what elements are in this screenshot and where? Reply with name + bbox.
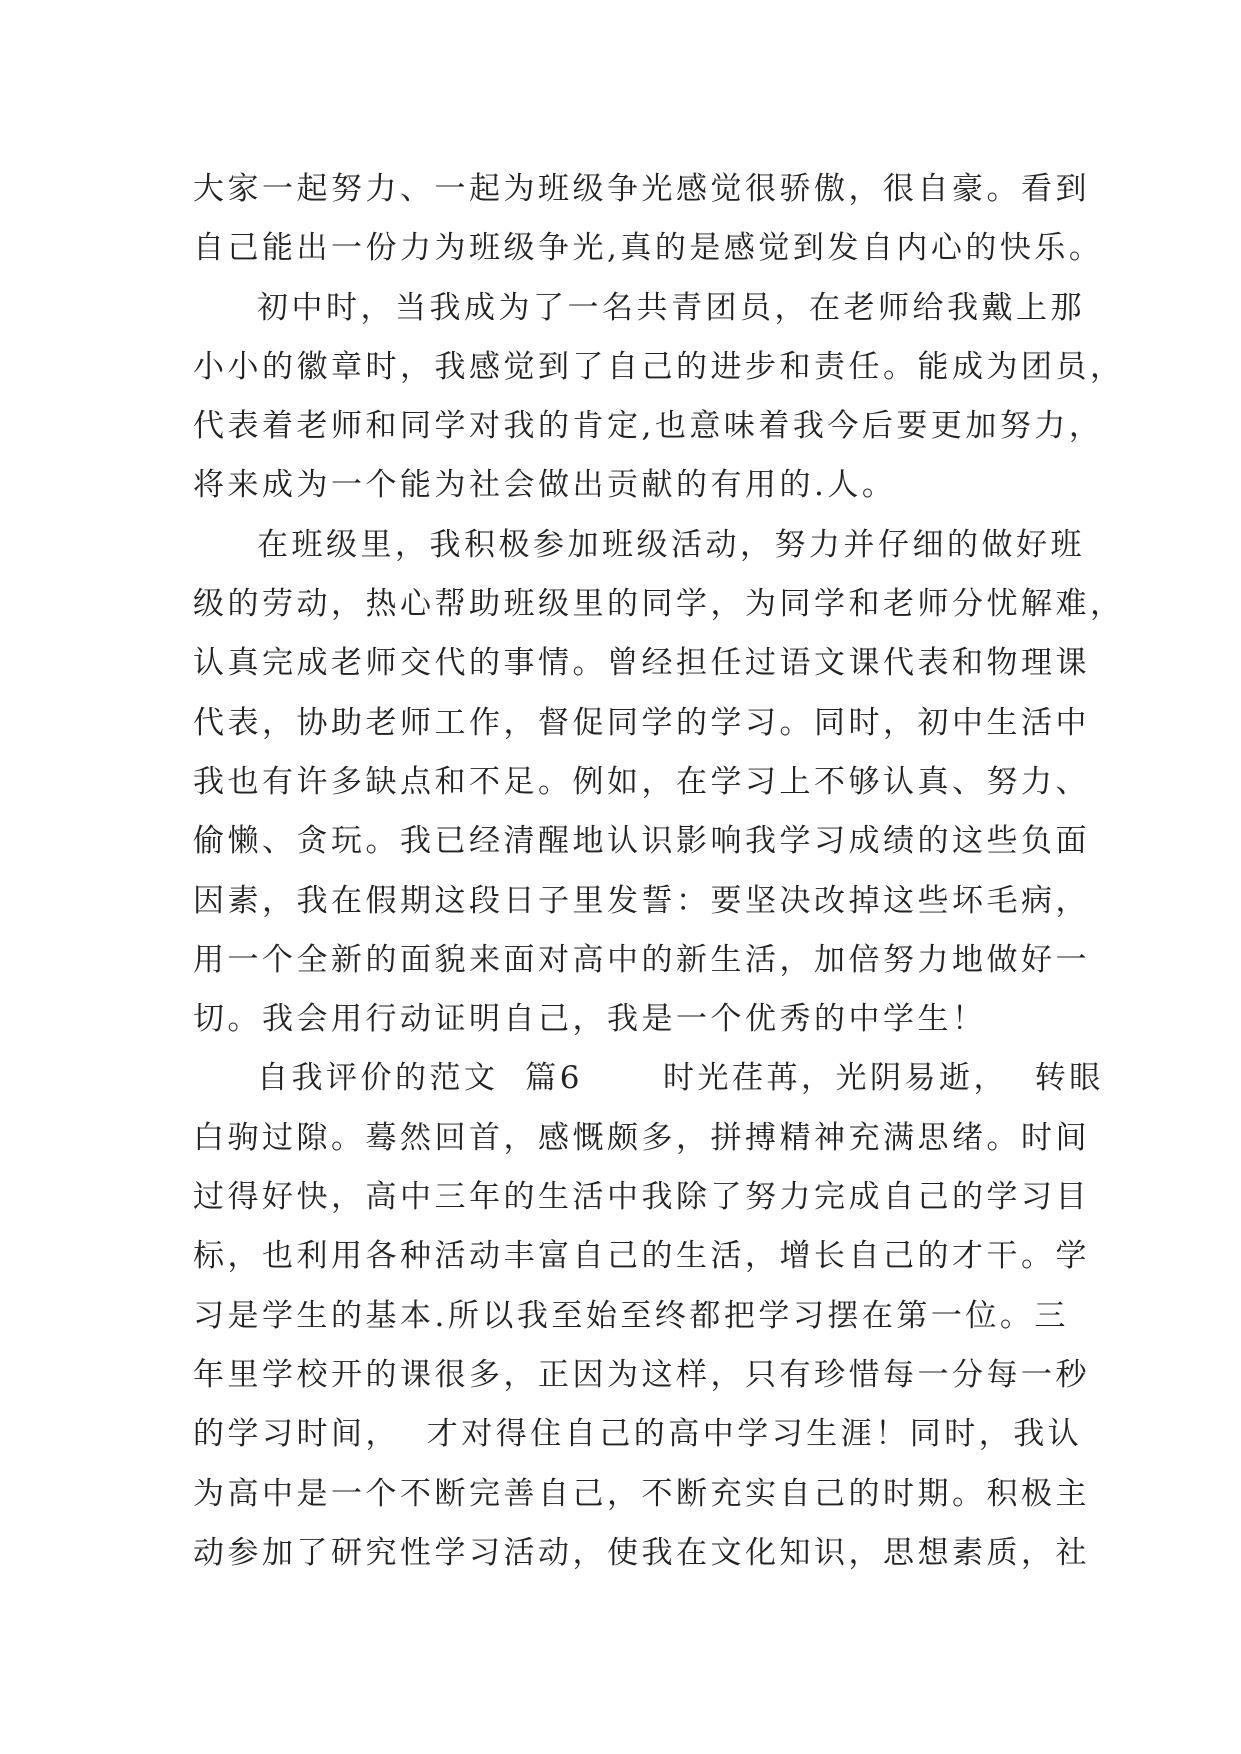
text-line: 将来成为一个能为社会做出贡献的有用的.人。 bbox=[193, 467, 897, 504]
text-line: 切。我会用行动证明自己，我是一个优秀的中学生！ bbox=[193, 1001, 987, 1038]
text-line: 级的劳动，热心帮助班级里的同学，为同学和老师分忧解难， bbox=[193, 586, 1125, 623]
text-line: 认真完成老师交代的事情。曾经担任过语文课代表和物理课 bbox=[193, 645, 1090, 682]
text-line: 的学习时间， 才对得住自己的高中学习生涯！同时，我认 bbox=[193, 1416, 1083, 1453]
text-line: 因素，我在假期这段日子里发誓：要坚决改掉这些坏毛病， bbox=[193, 882, 1090, 919]
text-line: 过得好快，高中三年的生活中我除了努力完成自己的学习目 bbox=[193, 1179, 1090, 1216]
section-heading-line: 自我评价的范文 篇6 时光荏苒，光阴易逝， 转眼 bbox=[257, 1060, 1104, 1097]
text-line: 代表着老师和同学对我的肯定,也意味着我今后要更加努力， bbox=[193, 408, 1104, 445]
text-line: 偷懒、贪玩。我已经清醒地认识影响我学习成绩的这些负面 bbox=[193, 823, 1090, 860]
text-line: 小小的徽章时，我感觉到了自己的进步和责任。能成为团员， bbox=[193, 348, 1125, 385]
text-line: 自己能出一份力为班级争光,真的是感觉到发自内心的快乐。 bbox=[193, 230, 1104, 267]
paragraph-start-line: 初中时，当我成为了一名共青团员，在老师给我戴上那 bbox=[257, 289, 1085, 326]
text-line: 白驹过隙。蓦然回首，感慨颇多，拼搏精神充满思绪。时间 bbox=[193, 1119, 1090, 1156]
text-line: 年里学校开的课很多，正因为这样，只有珍惜每一分每一秒 bbox=[193, 1356, 1090, 1393]
text-line: 动参加了研究性学习活动，使我在文化知识，思想素质，社 bbox=[193, 1534, 1090, 1571]
text-line: 习是学生的基本.所以我至始至终都把学习摆在第一位。三 bbox=[193, 1297, 1069, 1334]
paragraph-start-line: 在班级里，我积极参加班级活动，努力并仔细的做好班 bbox=[257, 526, 1085, 563]
text-line: 标，也利用各种活动丰富自己的生活，增长自己的才干。学 bbox=[193, 1238, 1090, 1275]
document-body bbox=[193, 160, 1125, 1583]
text-line: 用一个全新的面貌来面对高中的新生活，加倍努力地做好一 bbox=[193, 941, 1090, 978]
text-line: 为高中是一个不断完善自己，不断充实自己的时期。积极主 bbox=[193, 1475, 1090, 1512]
text-line: 代表，协助老师工作，督促同学的学习。同时，初中生活中 bbox=[193, 704, 1090, 741]
text-line: 大家一起努力、一起为班级争光感觉很骄傲，很自豪。看到 bbox=[193, 171, 1090, 207]
text-line: 我也有许多缺点和不足。例如，在学习上不够认真、努力、 bbox=[193, 763, 1090, 800]
